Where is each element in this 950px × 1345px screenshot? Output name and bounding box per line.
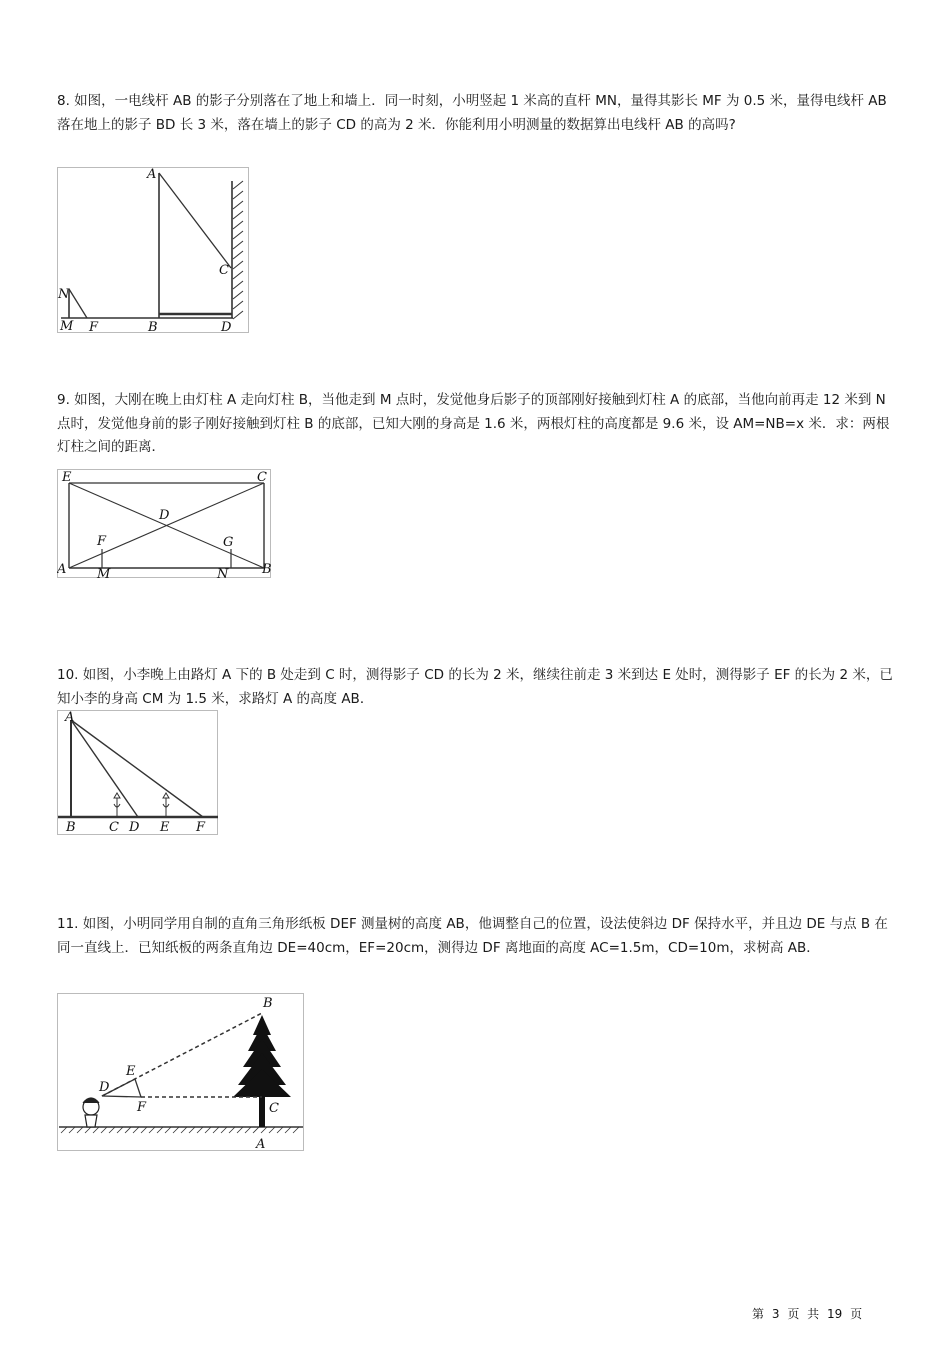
- label-c: C: [257, 470, 267, 485]
- label-f: F: [97, 534, 107, 549]
- person-c: [114, 793, 120, 817]
- ray-af: [71, 720, 203, 817]
- footer-total-pages: 19: [827, 1307, 843, 1321]
- label-m: M: [60, 319, 74, 334]
- problem-9-text: 9. 如图，大刚在晚上由灯柱 A 走向灯柱 B，当他走到 M 点时，发觉他身后影子的顶部刚好接触到灯柱 A 的底部，当他向前再走 12 米到 N 点时，发觉他身前的影子刚好接触到灯柱 B 的底部，已知大刚的身高是 1.6 米，两根灯柱的高度都是 9.6 米，设 AM=NB=x 米．求：两根灯柱之间的距离．: [57, 392, 890, 455]
- label-a: A: [65, 710, 75, 725]
- figure-9: [57, 469, 272, 579]
- label-n: N: [217, 567, 229, 579]
- label-a: A: [57, 562, 67, 577]
- label-f: F: [89, 320, 99, 334]
- ray-ac: [159, 173, 231, 268]
- footer-suffix: 页: [850, 1307, 863, 1321]
- person: [83, 1098, 99, 1127]
- figure-11: [57, 993, 305, 1153]
- problem-8-text: 8. 如图，一电线杆 AB 的影子分别落在了地上和墙上．同一时刻，小明竖起 1 米高的直杆 MN，量得其影长 MF 为 0.5 米，量得电线杆 AB 落在地上的影子 BD 长 3 米，落在墙上的影子 CD 的高为 2 米．你能利用小明测量的数据算出电线杆 AB 的高吗?: [57, 93, 887, 133]
- problem-11: [57, 913, 895, 960]
- label-e: E: [126, 1064, 136, 1079]
- figure-8: [57, 167, 250, 334]
- label-a: A: [256, 1137, 266, 1152]
- footer-prefix: 第: [752, 1307, 765, 1321]
- label-g: G: [223, 535, 234, 550]
- label-c: C: [109, 820, 119, 835]
- footer-page-number: 3: [771, 1307, 780, 1321]
- label-b: B: [148, 320, 158, 334]
- ray-nf: [69, 289, 87, 318]
- label-f: F: [196, 820, 206, 835]
- label-d: D: [129, 820, 140, 835]
- label-d: D: [221, 320, 232, 334]
- person-e: [163, 793, 169, 817]
- problem-8: [57, 90, 895, 137]
- figure-10: [57, 710, 219, 836]
- label-c: C: [219, 263, 229, 278]
- footer-total-prefix: 共: [807, 1307, 820, 1321]
- problem-10: [57, 664, 895, 711]
- label-c: C: [269, 1101, 279, 1116]
- label-f: F: [137, 1100, 147, 1115]
- problem-11-text: 11. 如图，小明同学用自制的直角三角形纸板 DEF 测量树的高度 AB，他调整自己的位置，设法使斜边 DF 保持水平，并且边 DE 与点 B 在同一直线上．已知纸板的两条直角边 DE=40cm，EF=20cm，测得边 DF 离地面的高度 AC=1.5m，CD=10m，求树高 AB．: [57, 916, 888, 956]
- ray-ad: [71, 720, 138, 817]
- label-d: D: [99, 1080, 110, 1095]
- label-e: E: [62, 470, 72, 485]
- problem-10-text: 10. 如图，小李晚上由路灯 A 下的 B 处走到 C 时，测得影子 CD 的长为 2 米，继续往前走 3 米到达 E 处时，测得影子 EF 的长为 2 米，已知小李的身高 CM 为 1.5 米，求路灯 A 的高度 AB．: [57, 667, 893, 707]
- label-e: E: [160, 820, 170, 835]
- label-b: B: [263, 996, 273, 1011]
- label-n: N: [58, 287, 70, 302]
- label-m: M: [97, 567, 111, 579]
- label-d: D: [159, 508, 170, 523]
- page-footer: [752, 1305, 866, 1322]
- tree: [233, 1015, 291, 1127]
- label-a: A: [147, 167, 157, 182]
- footer-page-unit: 页: [787, 1307, 800, 1321]
- label-b: B: [66, 820, 76, 835]
- label-b: B: [262, 562, 272, 577]
- problem-9: [57, 389, 895, 460]
